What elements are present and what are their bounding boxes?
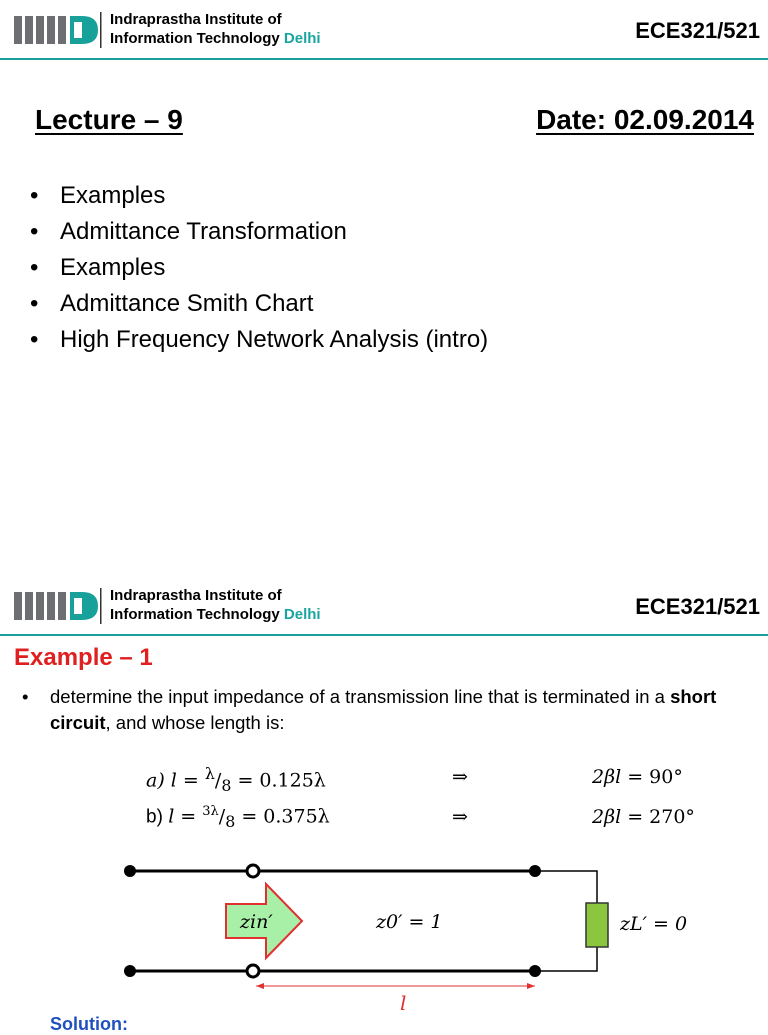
- header-divider: [0, 58, 768, 60]
- iiitd-logo: [14, 586, 102, 626]
- zin-label: zin′: [240, 911, 273, 933]
- topic-item: • High Frequency Network Analysis (intro): [30, 322, 488, 358]
- header-divider: [0, 634, 768, 636]
- result-variable: 2βl: [592, 806, 622, 828]
- load-wire: [535, 871, 597, 903]
- institute-line2: Information Technology: [110, 30, 280, 47]
- implies-arrow: ⇒: [452, 766, 468, 788]
- zl-label: zL′ = 0: [620, 913, 688, 935]
- problem-text-start: determine the input impedance of a transmission line that is terminated in a: [50, 686, 671, 707]
- bullet-icon: •: [22, 686, 29, 707]
- lecture-date: Date: 02.09.2014: [536, 104, 754, 135]
- result-variable: 2βl: [592, 766, 622, 788]
- case-b-result: [592, 806, 695, 828]
- slide-example-1: [0, 576, 768, 1034]
- institute-name: [110, 586, 321, 624]
- topic-item: • Examples: [30, 178, 488, 214]
- topic-list: [30, 178, 488, 358]
- length-label: l: [400, 991, 407, 1015]
- input-terminal-dot: [124, 865, 136, 877]
- line-start-terminal: [247, 965, 259, 977]
- load-wire: [535, 947, 597, 971]
- slide-header: [0, 576, 768, 636]
- case-b-equation: b) $l = ^{3\lambda}/_8 = 0.375\lambda$: [146, 804, 330, 832]
- topic-item: • Examples: [30, 250, 488, 286]
- institute-city: Delhi: [283, 30, 321, 47]
- case-a-equation: a) $l = ^\lambda/_8 = 0.125\lambda$: [146, 764, 326, 796]
- fraction-denominator: 8: [221, 776, 232, 796]
- load-element: [586, 903, 608, 947]
- fraction-numerator: 3λ: [202, 804, 219, 819]
- course-code: ECE321/521: [635, 594, 760, 619]
- dimension-arrowhead: [256, 983, 264, 989]
- case-label: a): [146, 769, 171, 792]
- problem-statement: [22, 684, 762, 736]
- fraction-numerator: λ: [204, 764, 215, 783]
- case-value: = 0.125λ: [237, 769, 326, 792]
- institute-name: [110, 10, 321, 48]
- z0-label: z0′ = 1: [376, 911, 443, 933]
- lecture-title: Lecture – 9: [35, 104, 183, 135]
- institute-city: Delhi: [283, 606, 321, 623]
- line-start-terminal: [247, 865, 259, 877]
- topic-item: • Admittance Smith Chart: [30, 286, 488, 322]
- problem-text-end: , and whose length is:: [105, 712, 285, 733]
- transmission-line-circuit: [0, 846, 768, 1024]
- case-value: = 0.375λ: [241, 805, 330, 828]
- problem-text-bold: short circuit: [50, 686, 717, 733]
- result-value: = 270°: [627, 806, 695, 828]
- topic-item: • Admittance Transformation: [30, 214, 488, 250]
- institute-line1: Indraprastha Institute of: [110, 11, 282, 28]
- case-label: b): [146, 806, 169, 828]
- fraction-denominator: 8: [225, 812, 236, 832]
- case-a-result: [592, 766, 683, 788]
- implies-arrow: ⇒: [452, 806, 468, 828]
- result-value: = 90°: [627, 766, 683, 788]
- institute-line2: Information Technology: [110, 606, 280, 623]
- institute-line1: Indraprastha Institute of: [110, 587, 282, 604]
- example-title: Example – 1: [14, 644, 153, 671]
- slide-header: [0, 0, 768, 60]
- input-terminal-dot: [124, 965, 136, 977]
- solution-heading: Solution:: [50, 1014, 128, 1034]
- iiitd-logo: [14, 10, 102, 50]
- dimension-arrowhead: [527, 983, 535, 989]
- course-code: ECE321/521: [635, 18, 760, 43]
